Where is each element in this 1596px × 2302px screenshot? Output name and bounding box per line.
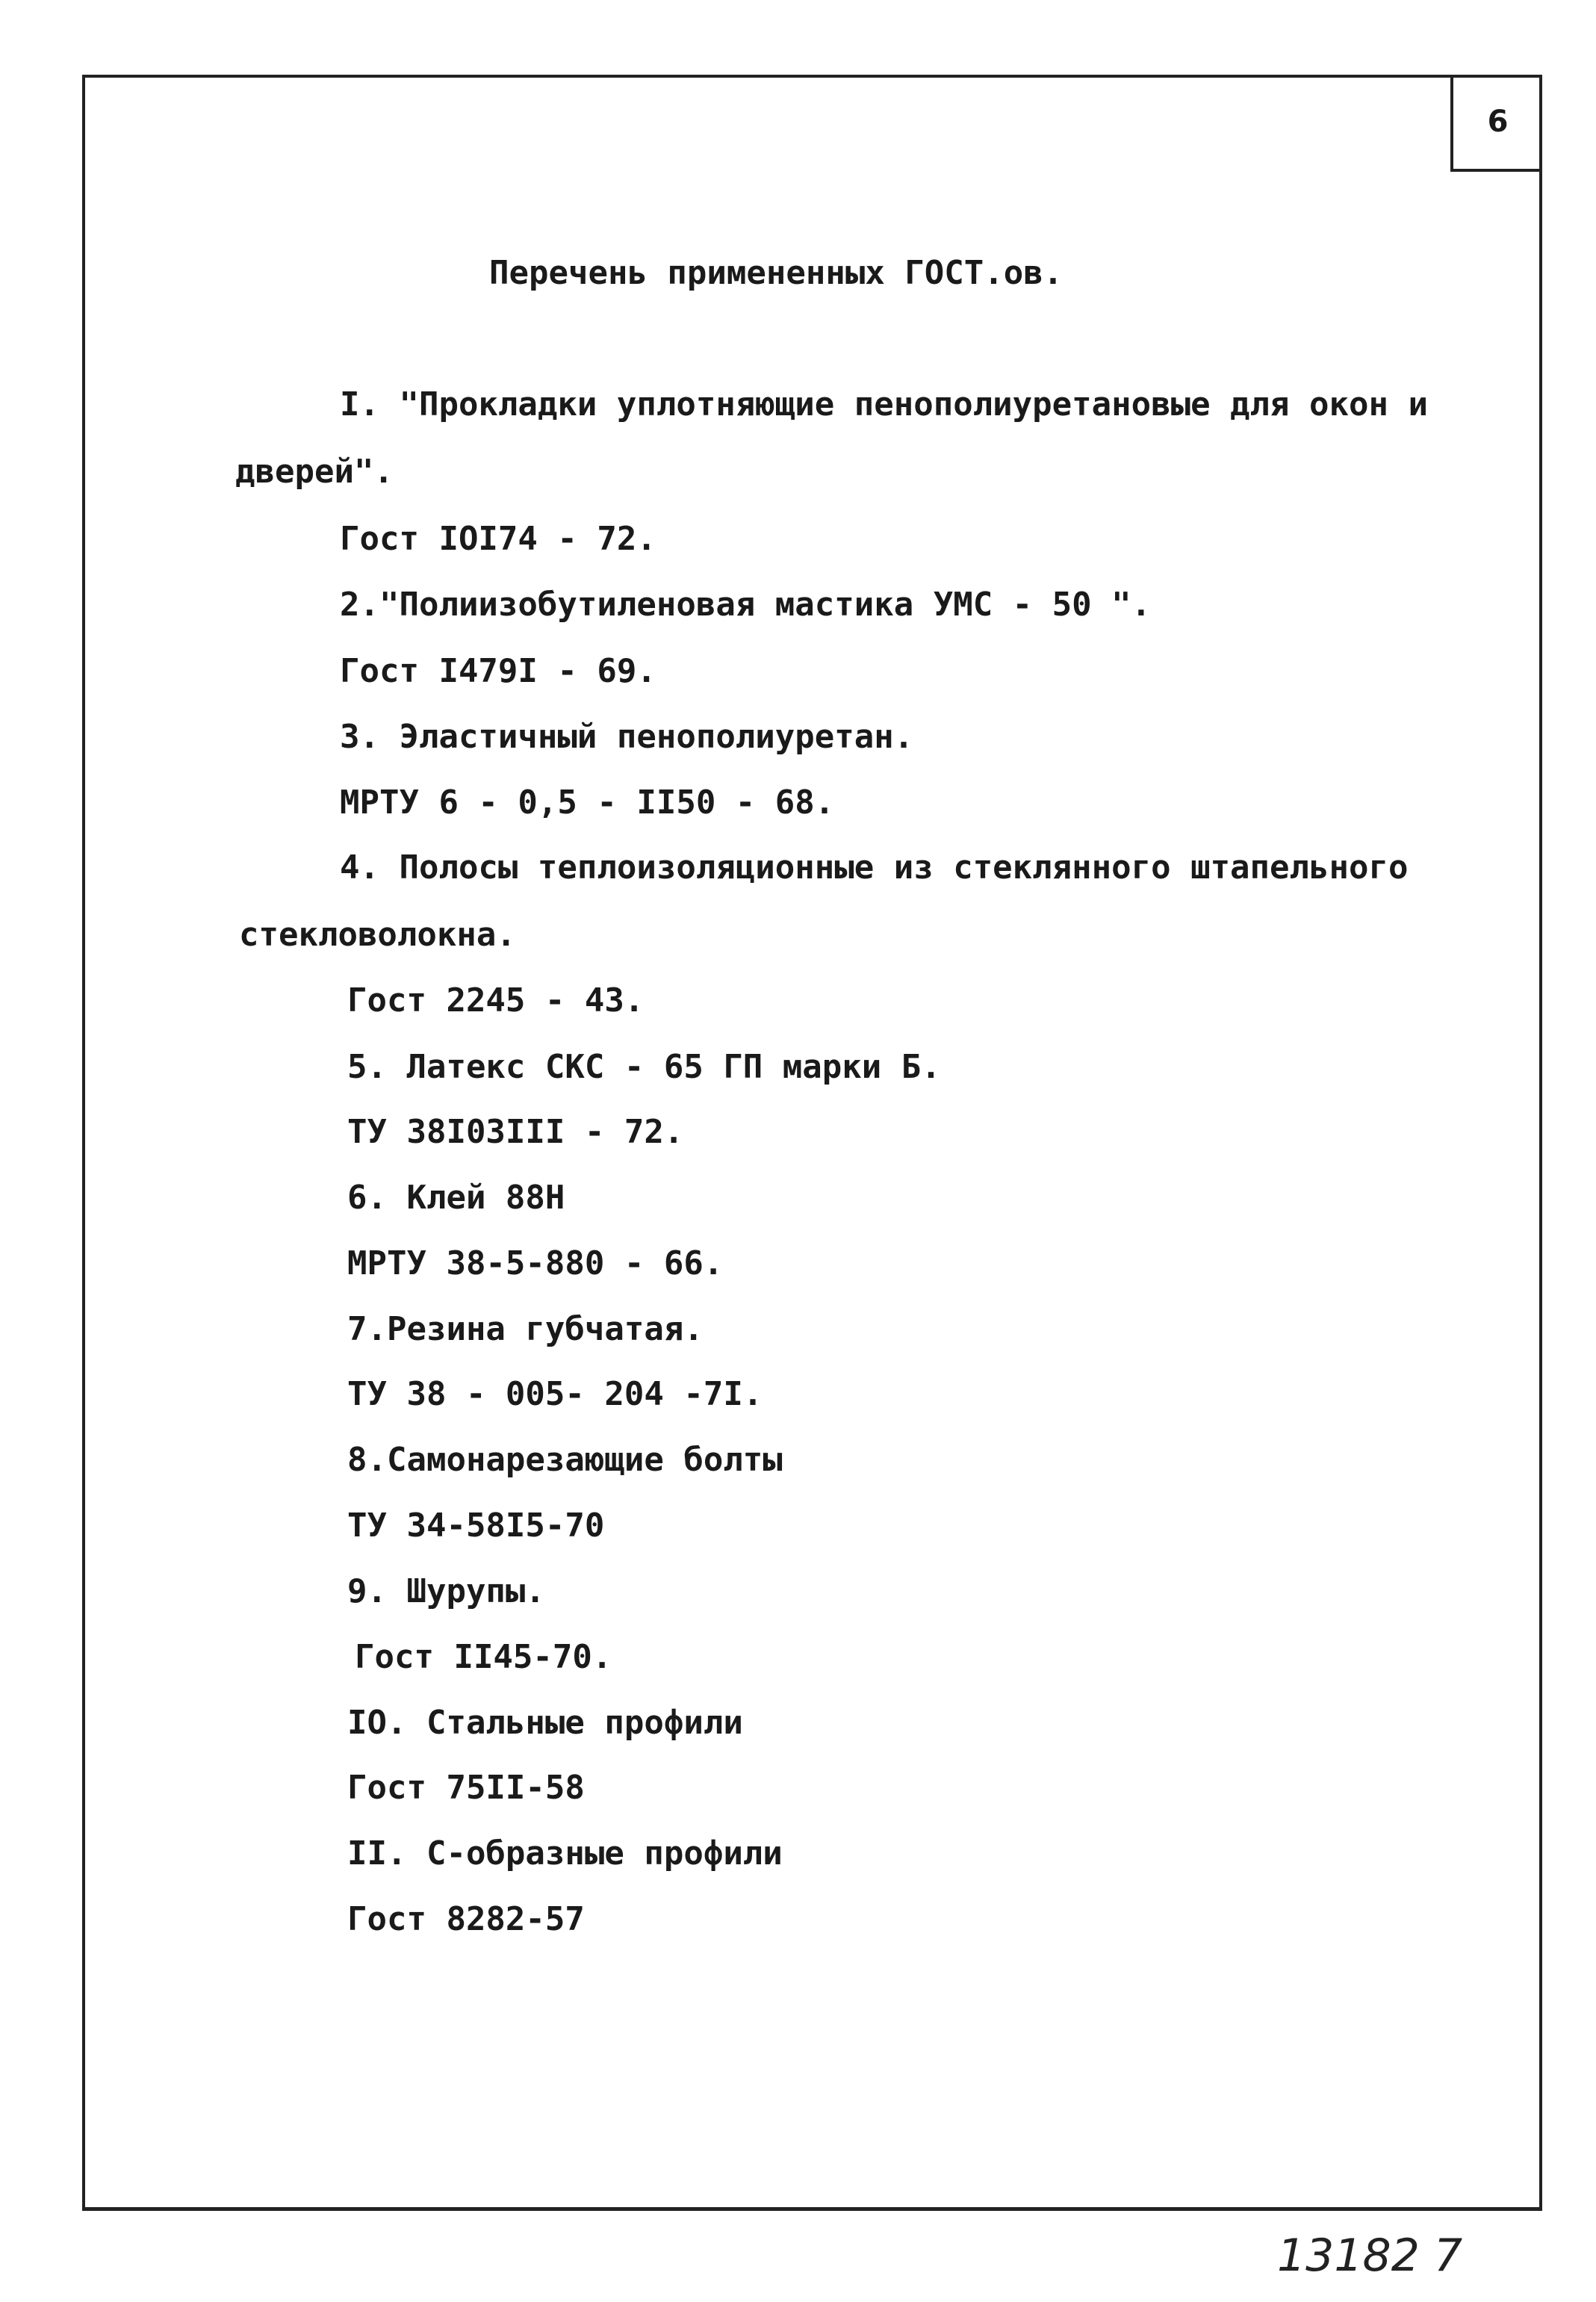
list-line-22: Гост 75II-58 [347,1769,585,1807]
list-line-18: ТУ 34-58I5-70 [347,1507,605,1545]
list-line-24: Гост 8282-57 [347,1900,585,1938]
list-line-12: ТУ 38I03III - 72. [347,1113,684,1151]
archive-number: 13182 7 [1277,2230,1463,2282]
list-line-21: IO. Стальные профили [347,1704,743,1742]
list-line-17: 8.Самонарезающие болты [347,1441,783,1479]
list-line-16: ТУ 38 - 005- 204 -7I. [347,1375,763,1413]
list-line-8: 4. Полосы теплоизоляционные из стеклянного штапельного [340,848,1409,887]
list-line-7: МРТУ 6 - 0,5 - II50 - 68. [340,784,835,822]
list-line-11: 5. Латекс СКС - 65 ГП марки Б. [347,1048,941,1086]
list-line-15: 7.Резина губчатая. [347,1310,704,1348]
list-line-1: I. "Прокладки уплотняющие пенополиуретановые для окон и [340,385,1428,424]
list-line-10: Гост 2245 - 43. [347,981,645,1020]
list-line-13: 6. Клей 88Н [347,1179,565,1217]
list-line-3: Гост IOI74 - 72. [340,520,656,558]
page-number: 6 [1450,75,1542,172]
list-line-23: II. С-образные профили [347,1834,783,1873]
list-line-2: дверей". [235,453,394,491]
list-line-14: МРТУ 38-5-880 - 66. [347,1244,724,1282]
list-line-6: 3. Эластичный пенополиуретан. [340,718,914,756]
list-line-20: Гост II45-70. [355,1638,612,1676]
list-line-4: 2."Полиизобутиленовая мастика УМС - 50 ". [340,586,1152,624]
document-title: Перечень примененных ГОСТ.ов. [489,254,1064,292]
list-line-5: Гост I479I - 69. [340,652,656,690]
list-line-9: стекловолокна. [239,916,516,954]
list-line-19: 9. Шурупы. [347,1572,545,1610]
